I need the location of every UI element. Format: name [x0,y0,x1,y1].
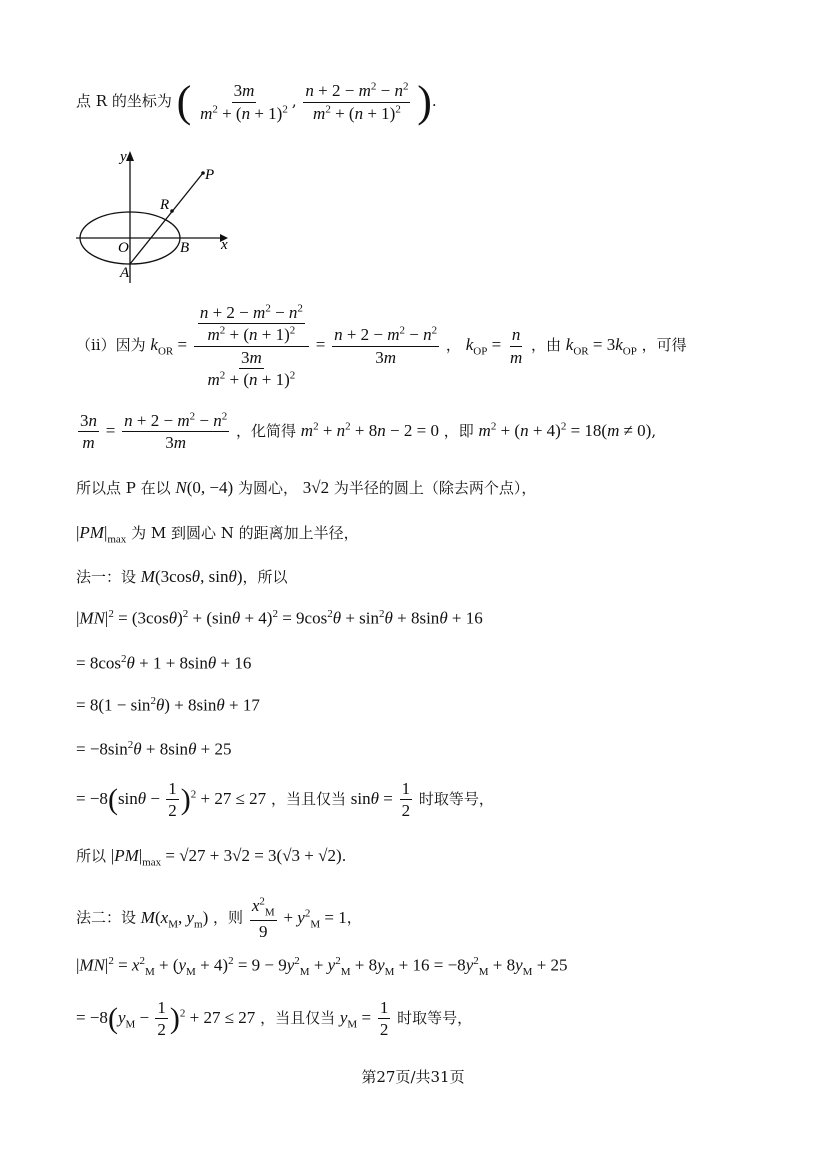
page-footer: 第27页/共31页 [361,1068,465,1086]
label-p: P [205,167,215,183]
r-coordinate-line: 点 R 的坐标为 ( $\frac{3m}{m^2 + (n + 1)^2}$ , $\frac{n + 2 - m^2 - n^2}{m^2 + (n + 1)^2}$ ). [76,77,437,126]
line-ap [130,173,203,264]
step-method2: = $-8(y_M$ − $\frac{1}{2}$ )$^2$ + 27 ≤ 27 ，当且仅当 $y_M$ = $\frac{1}{2}$ 时取等号， [76,998,473,1040]
step-4: = −8(sinθ − $\frac{1}{2}$ )$^2$ + 27 ≤ 27 ，当且仅当 sinθ = $\frac{1}{2}$ 时取等号， [76,779,494,821]
result-line: 所以 $|PM|_{max} = √27 + 3√2 = 3(√3 + √2)$. [76,846,347,869]
label-b: B [180,240,190,256]
ellipse-figure [72,143,242,291]
circle-line: 所以点 P 在以 N(0, −4) 为圆心， 3√2 为半径的圆上（除去两个点）， [76,478,537,497]
label-x: x [221,237,228,253]
label-o: O [118,240,129,256]
mn-squared-method2: $|MN|^2 = x^2_M + (y_M + 4)^2 = 9 - 9y^2_M + y^2_M + 8y_M + 16 = -8y^2_M + 8y_M + 25$ [76,955,568,979]
k-or-line: （ⅱ）因为 $k_{OR}$ = $\frac{\frac{n + 2 - m^2 - n^2}{m^2 + (n + 1)^2}}{\frac{3m}{m^2 + (n + 1)^2}}$ = $\frac{n + 2 - m^2 - n^2}{3m}$ ， $k_{OP}$ = $\frac{n}{m}$ ，由 $k_{OR} = 3k_{OP}$ ，可得 [76,302,687,389]
y-axis-arrow [126,151,134,161]
r-coordinate-text: 点 R 的坐标为 [76,92,172,110]
label-a: A [120,265,130,281]
mn-squared-line: $|MN|^2 = (3\cos\theta)^2 + (\sin\theta + 4)^2 = 9\cos^2\theta + \sin^2\theta + 8\sin\theta + 16$ [76,608,483,628]
label-y: y [120,149,127,165]
label-r: R [160,197,170,213]
method-one-line: 法一：设 M(3cosθ, sinθ)，所以 [76,567,288,586]
step-1: = $8\cos^2\theta + 1 + 8\sin\theta + 16$ [76,653,252,673]
point-r [170,209,174,213]
step-3: = $-8\sin^2\theta + 8\sin\theta + 25$ [76,739,232,759]
k-or-compound-fraction: $\frac{\frac{n + 2 - m^2 - n^2}{m^2 + (n + 1)^2}}{\frac{3m}{m^2 + (n + 1)^2}}$ [194,302,309,390]
r-x-fraction: $\frac{3m}{m^2 + (n + 1)^2}$ [200,81,288,123]
method-two-line: 法二：设 $M(x_M$, $y_m$) ，则 $\frac{x^2_M}{9}$ + $y^2_M = 1$， [76,895,362,942]
step-2: = $8(1 - \sin^2\theta) + 8\sin\theta + 17$ [76,695,260,715]
pm-max-line: $|PM|_{max}$ 为 M 到圆心 N 的距离加上半径， [76,523,359,546]
r-y-fraction: $\frac{n + 2 - m^2 - n^2}{m^2 + (n + 1)^2}$ [305,80,409,123]
simplify-line: $\frac{3n}{m}$ = $\frac{n + 2 - m^2 - n^2}{3m}$ ，化简得 $m^2 + n^2 + 8n - 2 = 0$ ，即 $m^2 + (n + 4)^2 = 18(m \ne 0)$, [80,410,657,453]
